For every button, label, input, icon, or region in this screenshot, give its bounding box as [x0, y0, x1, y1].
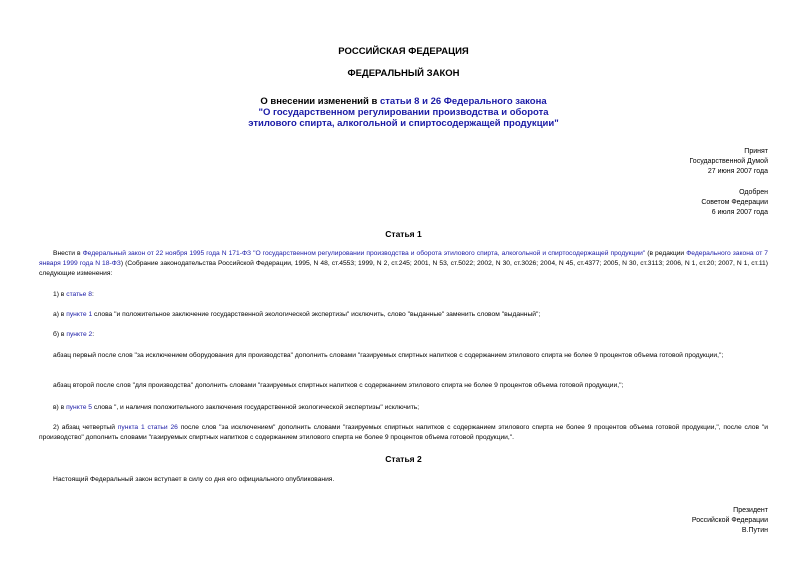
adopted-block [689, 147, 768, 177]
item-a [39, 310, 768, 320]
adopted-label: Принят [744, 148, 768, 155]
article-1-heading: Статья 1 [385, 229, 422, 239]
adopted-date: 27 июня 2007 года [707, 168, 768, 175]
item-v-text: в) в [53, 404, 67, 411]
item-1 [39, 290, 768, 300]
signature-name: В.Путин [741, 527, 768, 534]
approved-body: Советом Федерации [701, 199, 768, 206]
item-v-rest: слова ", и наличия положительного заключения государственной экологической экспертизы" исключить; [92, 404, 420, 411]
law-171-link[interactable]: Федеральный закон от 22 ноября 1995 года N 171-ФЗ "О государственном регулировании производства и оборота этилового спирта, алкогольной и спиртосодержащей продукции" [82, 250, 646, 257]
item-b-colon: : [92, 331, 95, 338]
country-heading: РОССИЙСКАЯ ФЕДЕРАЦИЯ [338, 46, 469, 57]
doc-type-heading: ФЕДЕРАЛЬНЫЙ ЗАКОН [347, 68, 460, 79]
point-2-link[interactable]: пункте 2 [66, 331, 93, 338]
intro-text-2: (в редакции [645, 250, 687, 257]
item-b [39, 330, 768, 340]
item-2-text: 2) абзац четвертый [53, 424, 118, 431]
article-2-text: Настоящий Федеральный закон вступает в силу со дня его официального опубликования. [53, 476, 335, 483]
intro-text-3: ) (Собрание законодательства Российской Федерации, 1995, N 48, ст.4553; 1999, N 2, ст.245; 2001, N 53, ст.5022; 2002, N 30, ст.3026; 2004, N 45, ст.4377; 2005, N 30, ст.3113; 2006, N 1, ст.20; 2007, N 1, ст.11) следующие изменения: [39, 260, 768, 277]
signature-title: Президент [733, 507, 768, 514]
title-link[interactable]: статьи 8 и 26 Федерального закона [379, 96, 547, 107]
item-a-text: а) в [53, 311, 67, 318]
signature-country: Российской Федерации [691, 517, 768, 524]
title-prefix: О внесении изменений в [260, 96, 380, 107]
title-line-3: этилового спирта, алкогольной и спиртосодержащей продукции" [248, 118, 559, 129]
item-v [39, 403, 768, 413]
article-26-link[interactable]: пункта 1 статьи 26 [117, 424, 178, 431]
intro-text: Внести в [53, 250, 83, 257]
adopted-body: Государственной Думой [689, 158, 768, 165]
paragraph-2: абзац второй после слов "для производства" дополнить словами "газируемых спиртных напитков с содержанием этилового спирта не более 9 процентов объема готовой продукции,"; [53, 382, 624, 389]
law-title [0, 96, 807, 129]
item-b-text: б) в [53, 331, 67, 338]
approved-date: 6 июля 2007 года [711, 209, 768, 216]
article-1-intro [39, 249, 768, 279]
article-2-heading: Статья 2 [385, 454, 422, 464]
item-2 [39, 423, 768, 443]
item-1-text: 1) в [53, 291, 67, 298]
item-a-rest: слова "и положительное заключение государственной экологической экспертизы" исключить, слово "выданные" заменить словом "выданный"; [92, 311, 541, 318]
approved-label: Одобрен [739, 189, 768, 196]
point-5-link[interactable]: пункте 5 [66, 404, 93, 411]
approved-block [701, 188, 768, 218]
title-line-2: "О государственном регулировании производства и оборота [258, 107, 549, 118]
article-8-link[interactable]: статье 8 [66, 291, 92, 298]
paragraph-1: абзац первый после слов "за исключением оборудования для производства" дополнить словами "газируемых спиртных напитков с содержанием этилового спирта не более 9 процентов объема готовой продукции,"; [53, 352, 724, 359]
item-2-rest: после слов "за исключением" дополнить словами "газируемых спиртных напитков с содержанием этилового спирта не более 9 процентов объема готовой продукции,", после слов "и производство" дополнить словами "газируемых спиртных напитков с содержанием этилового спирта не более 9 процентов объема готовой продукции,". [39, 424, 768, 441]
item-1-colon: : [91, 291, 94, 298]
point-1-link[interactable]: пункте 1 [66, 311, 93, 318]
law-18-link[interactable]: Федерального закона от 7 января 1999 года N 18-ФЗ [39, 250, 769, 267]
signature-block [692, 506, 768, 536]
